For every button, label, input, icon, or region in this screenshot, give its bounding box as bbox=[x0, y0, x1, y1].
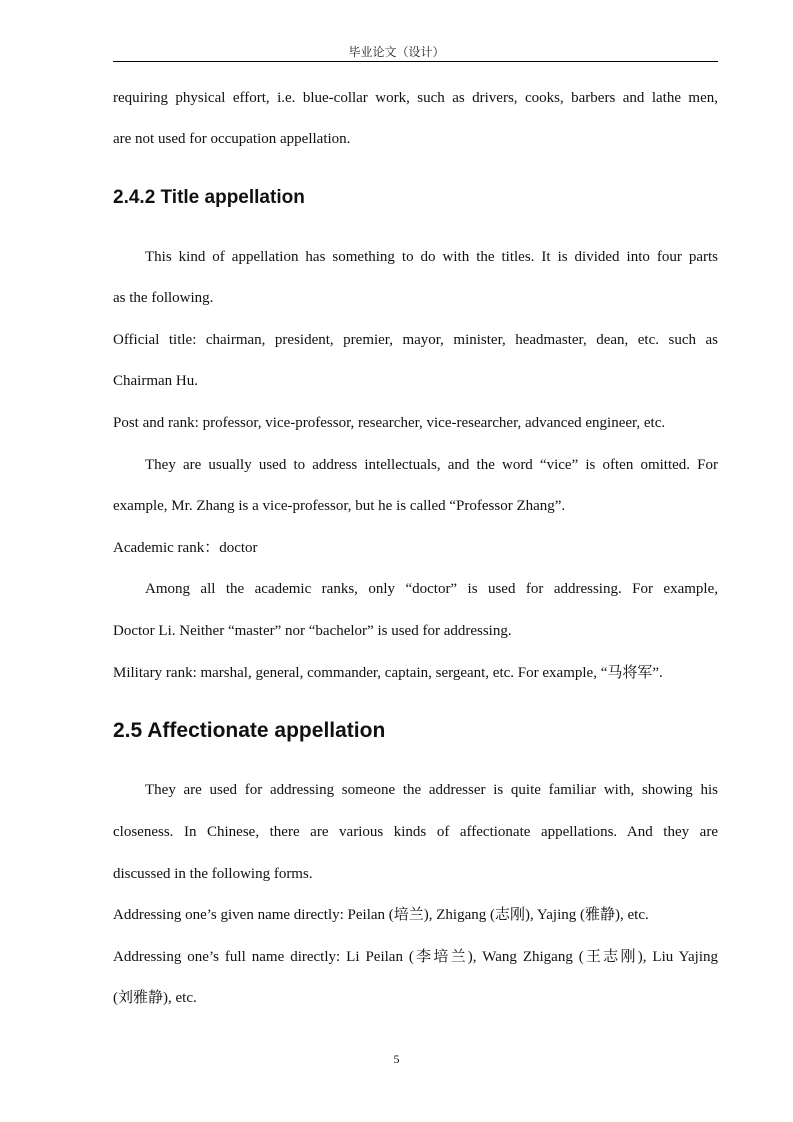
header-divider bbox=[113, 61, 718, 62]
paragraph-line: Chairman Hu. bbox=[113, 373, 198, 389]
running-header: 毕业论文（设计） bbox=[348, 45, 445, 59]
paragraph-line: Addressing one’s full name directly: Li Peilan (李培兰), Wang Zhigang (王志刚), Liu Yajing bbox=[113, 949, 718, 965]
paragraph-line: Post and rank: professor, vice-professor, researcher, vice-researcher, advanced engineer, etc. bbox=[113, 415, 666, 431]
section-heading-2-5: 2.5 Affectionate appellation bbox=[113, 719, 386, 742]
paragraph-line: They are usually used to address intellectuals, and the word “vice” is often omitted. For bbox=[145, 457, 718, 473]
paragraph-line: example, Mr. Zhang is a vice-professor, but he is called “Professor Zhang”. bbox=[113, 498, 566, 514]
paragraph-line: Addressing one’s given name directly: Peilan (培兰), Zhigang (志刚), Yajing (雅静), etc. bbox=[113, 907, 649, 923]
paragraph-line: as the following. bbox=[113, 290, 214, 306]
paragraph-line: Doctor Li. Neither “master” nor “bachelor” is used for addressing. bbox=[113, 623, 512, 639]
paragraph-line: requiring physical effort, i.e. blue-collar work, such as drivers, cooks, barbers and lathe men, bbox=[113, 90, 718, 106]
paragraph-line: Academic rank：doctor bbox=[113, 540, 258, 556]
paragraph-line: Military rank: marshal, general, commander, captain, sergeant, etc. For example, “马将军”. bbox=[113, 665, 663, 681]
section-heading-2-4-2: 2.4.2 Title appellation bbox=[113, 187, 305, 208]
paragraph-line: closeness. In Chinese, there are various kinds of affectionate appellations. And they are bbox=[113, 824, 718, 840]
paragraph-line: Official title: chairman, president, premier, mayor, minister, headmaster, dean, etc. such as bbox=[113, 332, 718, 348]
paragraph-line: are not used for occupation appellation. bbox=[113, 131, 351, 147]
paragraph-line: Among all the academic ranks, only “doctor” is used for addressing. For example, bbox=[145, 581, 718, 597]
paragraph-line: This kind of appellation has something to do with the titles. It is divided into four parts bbox=[145, 249, 718, 265]
paragraph-line: discussed in the following forms. bbox=[113, 866, 313, 882]
page-number: 5 bbox=[393, 1052, 400, 1066]
paragraph-line: They are used for addressing someone the addresser is quite familiar with, showing his bbox=[145, 782, 718, 798]
paragraph-line: (刘雅静), etc. bbox=[113, 990, 197, 1006]
